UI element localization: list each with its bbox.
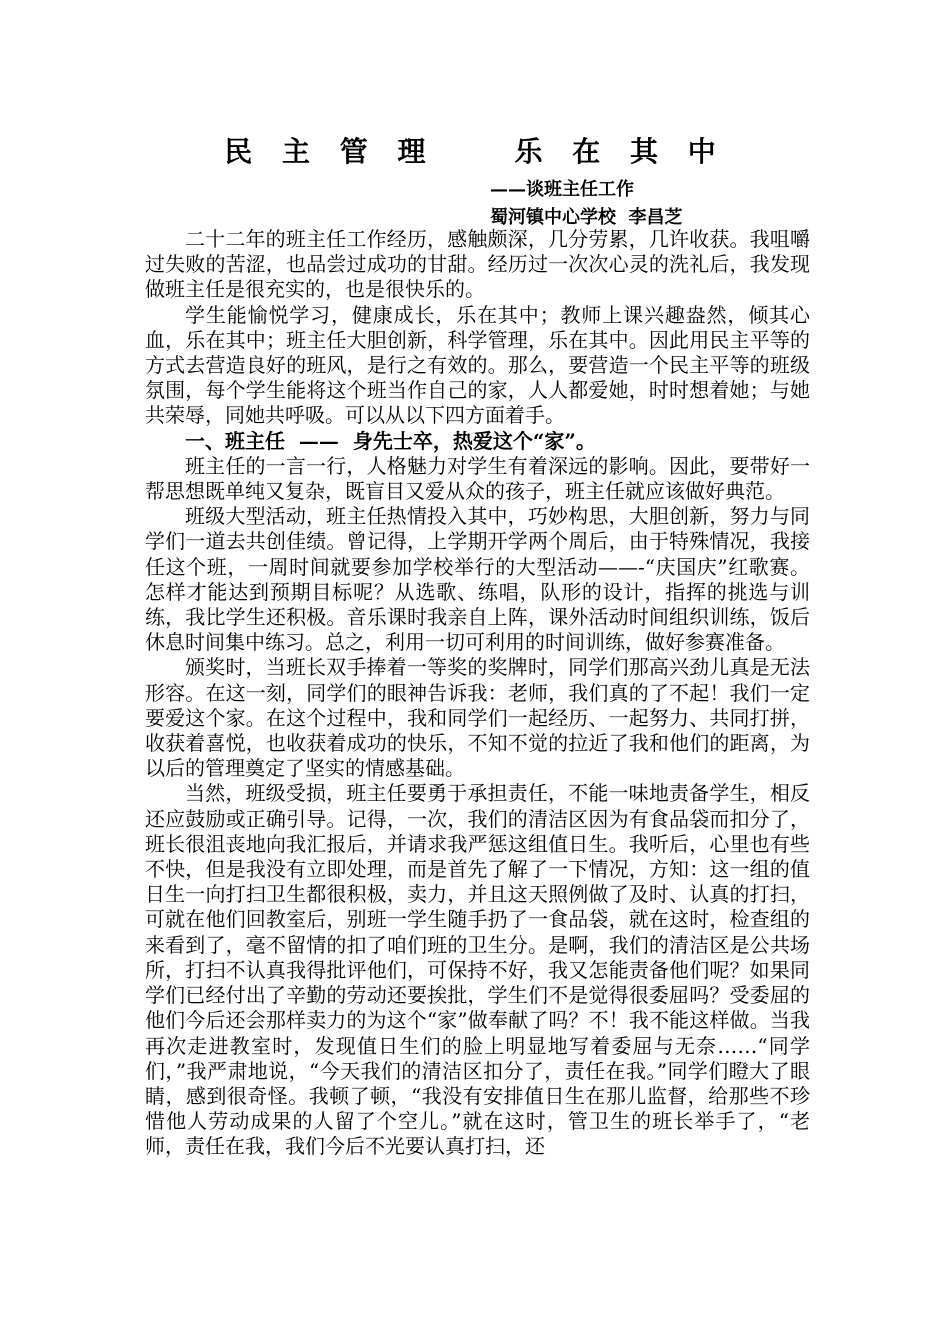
document-body: [145, 227, 810, 1160]
section-heading: 一、班主任 —— 身先士卒，热爱这个“家”。: [185, 428, 596, 453]
paragraph: 二十二年的班主任工作经历，感触颇深，几分劳累，几许收获。我咀嚼过失败的苦涩，也品尝过成功的甘甜。经历过一次次心灵的洗礼后，我发现做班主任是很充实的，也是很快乐的。: [145, 227, 810, 302]
paragraph: 班主任的一言一行，人格魅力对学生有着深远的影响。因此，要带好一帮思想既单纯又复杂，既盲目又爱从众的孩子，班主任就应该做好典范。: [145, 453, 810, 504]
document-subtitle: ——谈班主任工作: [490, 179, 634, 200]
paragraph: 班级大型活动，班主任热情投入其中，巧妙构思，大胆创新，努力与同学们一道去共创佳绩。曾记得，上学期开学两个周后，由于特殊情况，我接任这个班，一周时间就要参加学校举行的大型活动——-“庆国庆”红歌赛。怎样才能达到预期目标呢？从选歌、练唱，队形的设计，指挥的挑选与训练，我比学生还积极。音乐课时我亲自上阵，课外活动时间组织训练，饭后休息时间集中练习。总之，利用一切可利用的时间训练，做好参赛准备。: [145, 504, 810, 655]
paragraph: 颁奖时，当班长双手捧着一等奖的奖牌时，同学们那高兴劲儿真是无法形容。在这一刻，同学们的眼神告诉我：老师，我们真的了不起！我们一定要爱这个家。在这个过程中，我和同学们一起经历、一起努力、共同打拼，收获着喜悦，也收获着成功的快乐，不知不觉的拉近了我和他们的距离，为以后的管理奠定了坚实的情感基础。: [145, 655, 810, 781]
paragraph: 当然，班级受损，班主任要勇于承担责任，不能一味地责备学生，相反还应鼓励或正确引导。记得，一次，我们的清洁区因为有食品袋而扣分了，班长很沮丧地向我汇报后，并请求我严惩这组值日生。我听后，心里也有些不快，但是我没有立即处理，而是首先了解了一下情况，方知：这一组的值日生一向打扫卫生都很积极，卖力，并且这天照例做了及时、认真的打扫，可就在他们回教室后，别班一学生随手扔了一食品袋，就在这时，检查组的来看到了，毫不留情的扣了咱们班的卫生分。是啊，我们的清洁区是公共场所，打扫不认真我得批评他们，可保持不好，我又怎能责备他们呢？如果同学们已经付出了辛勤的劳动还要挨批，学生们不是觉得很委屈吗？受委屈的他们今后还会那样卖力的为这个“家”做奉献了吗？不！我不能这样做。当我再次走进教室时，发现值日生们的脸上明显地写着委屈与无奈……“同学们，”我严肃地说，“今天我们的清洁区扣分了，责任在我。”同学们瞪大了眼睛，感到很奇怪。我顿了顿，“我没有安排值日生在那儿监督，给那些不珍惜他人劳动成果的人留了个空儿。”就在这时，管卫生的班长举手了，“老师，责任在我，我们今后不光要认真打扫，还: [145, 781, 810, 1159]
document-title: 民 主 管 理 乐 在 其 中: [224, 135, 726, 168]
author-line: 蜀河镇中心学校 李昌芝: [490, 207, 683, 228]
paragraph: 学生能愉悦学习，健康成长，乐在其中；教师上课兴趣盎然，倾其心血，乐在其中；班主任大胆创新，科学管理，乐在其中。因此用民主平等的方式去营造良好的班风，是行之有效的。那么，要营造一个民主平等的班级氛围，每个学生能将这个班当作自己的家，人人都爱她，时时想着她；与她共荣辱，同她共呼吸。可以从以下四方面着手。: [145, 302, 810, 428]
